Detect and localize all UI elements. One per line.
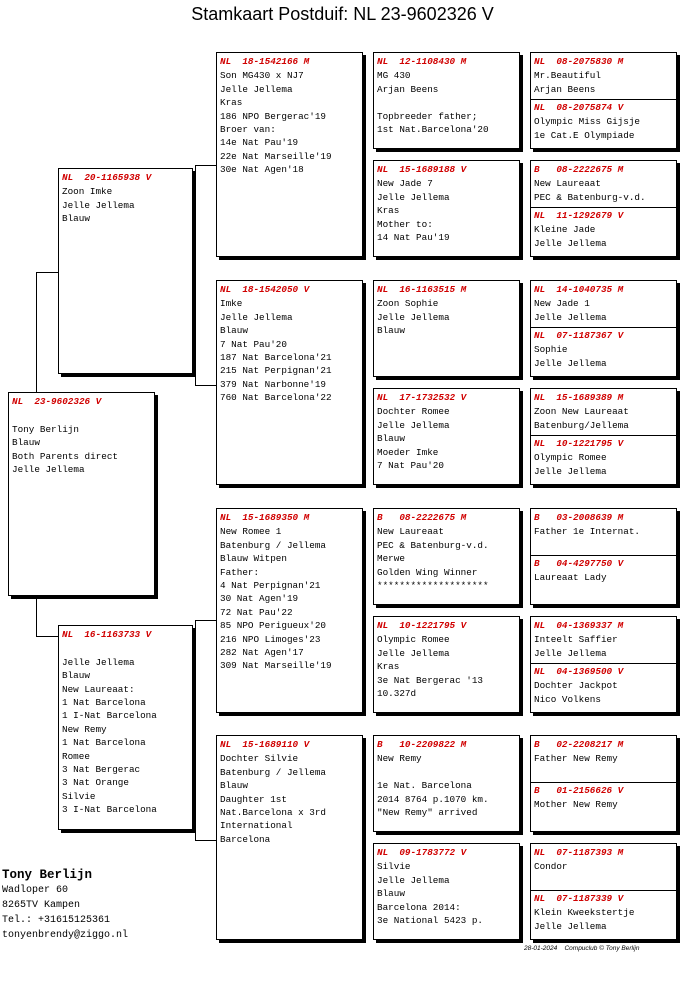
card-line: Batenburg / Jellema: [220, 766, 327, 778]
card-line: 14e Nat Pau'19: [220, 137, 299, 149]
card-line: Kleine Jade: [534, 224, 596, 236]
card-line: 1 Nat Barcelona: [62, 697, 146, 709]
card-line: Father New Remy: [534, 753, 618, 765]
connector: [195, 385, 217, 386]
card-line: 215 Nat Perpignan'21: [220, 365, 332, 377]
card-line: 85 NPO Perigueux'20: [220, 620, 327, 632]
card-line: Zoon Sophie: [377, 298, 439, 310]
connector: [195, 165, 217, 166]
card-line: Jelle Jellema: [534, 311, 607, 323]
great-great-grandparent-pair: [530, 843, 677, 940]
great-grandparent-card: [373, 160, 520, 257]
ring-number: NL 14-1040735 M: [534, 284, 624, 295]
connector: [36, 636, 59, 637]
great-great-grandparent-pair: [530, 280, 677, 377]
pair-divider: [531, 555, 676, 556]
card-line: MG 430: [377, 70, 411, 82]
card-line: 760 Nat Barcelona'22: [220, 392, 332, 404]
card-line: 1e Cat.E Olympiade: [534, 129, 635, 141]
card-line: Jelle Jellema: [377, 874, 450, 886]
card-line: Dochter Silvie: [220, 753, 299, 765]
card-line: 30e Nat Agen'18: [220, 164, 304, 176]
grandparent-card: [216, 508, 363, 713]
card-line: New Jade 1: [534, 298, 590, 310]
card-line: Jelle Jellema: [62, 199, 135, 211]
ring-number: B 03-2008639 M: [534, 512, 624, 523]
card-line: Zoon Imke: [62, 186, 113, 198]
card-line: Blauw: [220, 780, 248, 792]
connector: [195, 620, 217, 621]
ring-number: NL 11-1292679 V: [534, 210, 624, 221]
card-line: Olympic Romee: [377, 634, 450, 646]
ring-number: NL 23-9602326 V: [12, 396, 102, 407]
card-line: PEC & Batenburg-v.d.: [377, 539, 489, 551]
connector: [195, 840, 217, 841]
card-line: Moeder Imke: [377, 446, 439, 458]
grandparent-card: [216, 52, 363, 257]
owner-info: [2, 868, 128, 943]
card-line: Jelle Jellema: [534, 647, 607, 659]
card-line: New Laureaat:: [62, 683, 135, 695]
card-line: 186 NPO Bergerac'19: [220, 110, 327, 122]
ring-number: NL 20-1165938 V: [62, 172, 152, 183]
ring-number: NL 09-1783772 V: [377, 847, 467, 858]
card-line: Blauw: [377, 888, 405, 900]
card-line: 1st Nat.Barcelona'20: [377, 124, 489, 136]
ring-number: NL 18-1542050 V: [220, 284, 310, 295]
card-line: Barcelona: [220, 833, 271, 845]
page-title: Stamkaart Postduif: NL 23-9602326 V: [191, 4, 494, 24]
card-line: PEC & Batenburg-v.d.: [534, 191, 646, 203]
great-grandparent-card: [373, 280, 520, 377]
ring-number: B 08-2222675 M: [377, 512, 467, 523]
subject-card: [8, 392, 155, 596]
card-line: [377, 96, 516, 109]
card-line: Mother to:: [377, 218, 433, 230]
card-line: 7 Nat Pau'20: [377, 460, 444, 472]
ring-number: NL 04-1369500 V: [534, 666, 624, 677]
ring-number: NL 15-1689188 V: [377, 164, 467, 175]
card-line: Merwe: [377, 553, 405, 565]
card-line: Batenburg/Jellema: [534, 419, 629, 431]
card-line: Mr.Beautiful: [534, 70, 601, 82]
card-line: Nico Volkens: [534, 693, 601, 705]
great-grandparent-card: [373, 616, 520, 713]
card-line: Nat.Barcelona x 3rd: [220, 807, 327, 819]
ring-number: B 10-2209822 M: [377, 739, 467, 750]
card-line: Condor: [534, 861, 568, 873]
card-line: Laureaat Lady: [534, 572, 607, 584]
ring-number: NL 18-1542166 M: [220, 56, 310, 67]
card-line: 3 Nat Orange: [62, 777, 129, 789]
card-line: Olympic Miss Gijsje: [534, 116, 641, 128]
card-line: New Jade 7: [377, 178, 433, 190]
card-line: ********************: [377, 580, 489, 592]
card-line: 2014 8764 p.1070 km.: [377, 793, 489, 805]
card-line: Father 1e Internat.: [534, 526, 641, 538]
pair-divider: [531, 663, 676, 664]
card-line: 14 Nat Pau'19: [377, 232, 450, 244]
card-line: 3e National 5423 p.: [377, 915, 484, 927]
card-line: [377, 766, 516, 779]
ring-number: NL 08-2075874 V: [534, 102, 624, 113]
ring-number: NL 17-1732532 V: [377, 392, 467, 403]
great-great-grandparent-pair: [530, 160, 677, 257]
card-line: Inteelt Saffier: [534, 634, 618, 646]
card-line: Barcelona 2014:: [377, 901, 461, 913]
card-line: Blauw: [62, 670, 90, 682]
pair-divider: [531, 207, 676, 208]
footer-credit: 28-01-2024 Compuclub © Tony Berlijn: [524, 945, 640, 952]
card-line: Arjan Beens: [534, 83, 596, 95]
card-line: 1 I-Nat Barcelona: [62, 710, 157, 722]
card-line: 379 Nat Narbonne'19: [220, 378, 327, 390]
card-line: 3 Nat Bergerac: [62, 764, 141, 776]
ring-number: NL 07-1187393 M: [534, 847, 624, 858]
card-line: Silvie: [62, 790, 96, 802]
card-line: Blauw: [377, 433, 405, 445]
ring-number: B 08-2222675 M: [534, 164, 624, 175]
ring-number: NL 07-1187367 V: [534, 330, 624, 341]
great-grandparent-card: [373, 52, 520, 149]
ring-number: B 01-2156626 V: [534, 785, 624, 796]
card-line: New Laureaat: [534, 178, 601, 190]
card-line: Jelle Jellema: [534, 237, 607, 249]
owner-phone: Tel.: +31615125361: [2, 915, 111, 926]
card-line: 4 Nat Perpignan'21: [220, 580, 321, 592]
card-line: 187 Nat Barcelona'21: [220, 352, 332, 364]
great-grandparent-card: [373, 388, 520, 485]
card-line: New Remy: [377, 753, 422, 765]
card-line: Kras: [377, 661, 400, 673]
card-line: Jelle Jellema: [377, 647, 450, 659]
card-line: Daughter 1st: [220, 793, 287, 805]
card-line: 216 NPO Limoges'23: [220, 633, 321, 645]
card-line: Blauw: [62, 213, 90, 225]
great-great-grandparent-pair: [530, 508, 677, 605]
great-great-grandparent-pair: [530, 735, 677, 832]
card-line: Jelle Jellema: [377, 191, 450, 203]
pair-divider: [531, 327, 676, 328]
ring-number: NL 12-1108430 M: [377, 56, 467, 67]
great-grandparent-card: [373, 735, 520, 832]
card-line: Imke: [220, 298, 243, 310]
card-line: "New Remy" arrived: [377, 807, 478, 819]
card-line: Batenburg / Jellema: [220, 539, 327, 551]
connector: [36, 272, 59, 273]
card-line: Jelle Jellema: [534, 920, 607, 932]
owner-postal: 8265TV Kampen: [2, 900, 81, 911]
card-line: Jelle Jellema: [62, 656, 135, 668]
card-line: 7 Nat Pau'20: [220, 338, 287, 350]
pair-divider: [531, 782, 676, 783]
card-line: 10.327d: [377, 688, 417, 700]
card-line: New Remy: [62, 723, 107, 735]
card-line: Jelle Jellema: [377, 311, 450, 323]
ring-number: NL 16-1163733 V: [62, 629, 152, 640]
card-line: Blauw: [377, 325, 405, 337]
card-line: Father:: [220, 566, 260, 578]
pair-divider: [531, 99, 676, 100]
card-line: Jelle Jellema: [534, 357, 607, 369]
owner-address: Wadloper 60: [2, 885, 69, 896]
card-line: Blauw: [12, 437, 40, 449]
ring-number: NL 04-1369337 M: [534, 620, 624, 631]
card-line: Topbreeder father;: [377, 110, 478, 122]
card-line: Blauw Witpen: [220, 553, 287, 565]
card-line: Silvie: [377, 861, 411, 873]
card-line: Golden Wing Winner: [377, 566, 478, 578]
card-line: Blauw: [220, 325, 248, 337]
card-line: 72 Nat Pau'22: [220, 606, 293, 618]
ring-number: NL 10-1221795 V: [534, 438, 624, 449]
card-line: [12, 409, 151, 422]
card-line: Son MG430 x NJ7: [220, 70, 304, 82]
great-grandparent-card: [373, 843, 520, 940]
card-line: 3e Nat Bergerac '13: [377, 674, 484, 686]
card-line: Klein Kweekstertje: [534, 907, 635, 919]
owner-email: tonyenbrendy@ziggo.nl: [2, 930, 129, 941]
card-line: New Romee 1: [220, 526, 282, 538]
card-line: Broer van:: [220, 124, 276, 136]
card-line: 30 Nat Agen'19: [220, 593, 299, 605]
ring-number: NL 15-1689389 M: [534, 392, 624, 403]
card-line: Jelle Jellema: [12, 464, 85, 476]
ring-number: NL 15-1689110 V: [220, 739, 310, 750]
card-line: Zoon New Laureaat: [534, 406, 629, 418]
connector: [195, 620, 196, 840]
card-line: 3 I-Nat Barcelona: [62, 804, 157, 816]
card-line: 1 Nat Barcelona: [62, 737, 146, 749]
card-line: Dochter Jackpot: [534, 680, 618, 692]
grandparent-card: [216, 735, 363, 940]
card-line: Kras: [377, 205, 400, 217]
card-line: Jelle Jellema: [377, 419, 450, 431]
card-line: Tony Berlijn: [12, 423, 79, 435]
card-line: 309 Nat Marseille'19: [220, 660, 332, 672]
ring-number: NL 15-1689350 M: [220, 512, 310, 523]
ring-number: NL 08-2075830 M: [534, 56, 624, 67]
pair-divider: [531, 435, 676, 436]
card-line: 22e Nat Marseille'19: [220, 150, 332, 162]
ring-number: NL 10-1221795 V: [377, 620, 467, 631]
ring-number: NL 16-1163515 M: [377, 284, 467, 295]
ring-number: NL 07-1187339 V: [534, 893, 624, 904]
mother-card: [58, 625, 193, 830]
card-line: Jelle Jellema: [534, 465, 607, 477]
father-card: [58, 168, 193, 374]
card-line: [62, 642, 189, 655]
card-line: Jelle Jellema: [220, 311, 293, 323]
great-great-grandparent-pair: [530, 616, 677, 713]
card-line: Jelle Jellema: [220, 83, 293, 95]
card-line: Olympic Romee: [534, 452, 607, 464]
card-line: Dochter Romee: [377, 406, 450, 418]
great-grandparent-card: [373, 508, 520, 605]
card-line: Romee: [62, 750, 90, 762]
great-great-grandparent-pair: [530, 52, 677, 149]
card-line: Sophie: [534, 344, 568, 356]
ring-number: B 02-2208217 M: [534, 739, 624, 750]
card-line: Kras: [220, 97, 243, 109]
card-line: 282 Nat Agen'17: [220, 647, 304, 659]
ring-number: B 04-4297750 V: [534, 558, 624, 569]
grandparent-card: [216, 280, 363, 485]
connector: [195, 165, 196, 385]
great-great-grandparent-pair: [530, 388, 677, 485]
pair-divider: [531, 890, 676, 891]
card-line: Arjan Beens: [377, 83, 439, 95]
card-line: New Laureaat: [377, 526, 444, 538]
card-line: International: [220, 820, 293, 832]
owner-name: Tony Berlijn: [2, 868, 93, 882]
card-line: Mother New Remy: [534, 799, 618, 811]
card-line: Both Parents direct: [12, 450, 119, 462]
card-line: 1e Nat. Barcelona: [377, 780, 472, 792]
